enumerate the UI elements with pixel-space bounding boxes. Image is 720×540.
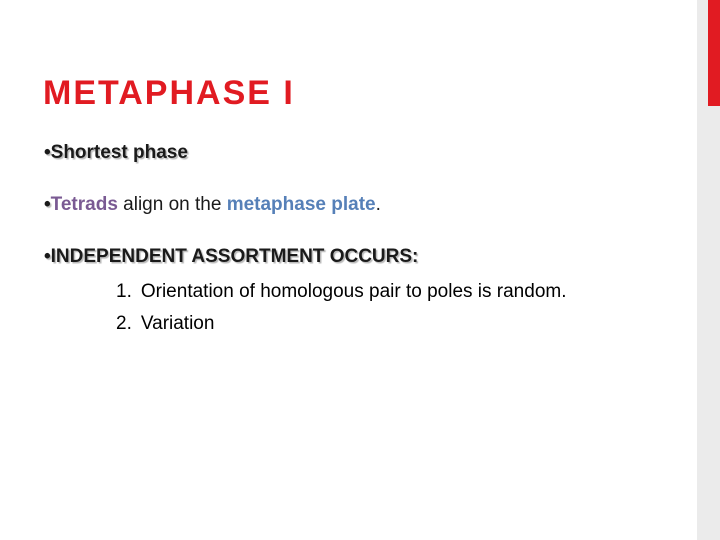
numbered-item — [116, 312, 214, 336]
term-metaphase-plate: metaphase plate — [226, 194, 376, 215]
bullet-marker: • — [44, 142, 51, 163]
item-number: 1. — [116, 281, 132, 302]
bullet-shortest-phase — [44, 141, 188, 165]
bullet-text: align on the — [117, 194, 227, 215]
bullet-marker: • — [44, 194, 51, 215]
slide-edge-accent — [708, 0, 720, 106]
item-text: Orientation of homologous pair to poles is random. — [140, 281, 567, 302]
bullet-text: INDEPENDENT ASSORTMENT OCCURS: — [50, 246, 419, 267]
slide-title: METAPHASE I — [43, 74, 295, 112]
term-tetrads: Tetrads — [50, 194, 118, 215]
bullet-independent-assortment — [44, 245, 418, 269]
bullet-tetrads — [44, 193, 381, 217]
item-number: 2. — [116, 313, 132, 334]
item-text: Variation — [140, 313, 215, 334]
bullet-period: . — [375, 194, 381, 215]
numbered-item — [116, 280, 567, 304]
bullet-marker: • — [44, 246, 51, 267]
bullet-text: Shortest phase — [50, 142, 188, 163]
